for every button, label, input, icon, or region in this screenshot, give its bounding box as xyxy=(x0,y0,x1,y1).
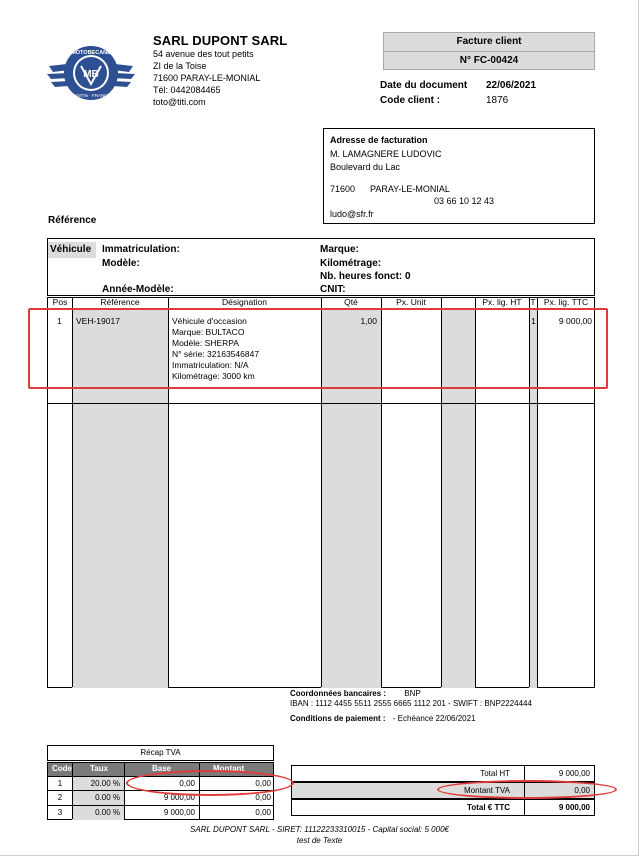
col-header-designation: Désignation xyxy=(222,297,267,307)
reference-label: Référence xyxy=(48,215,97,226)
row-designation-6: Kilométrage: 3000 km xyxy=(172,371,255,381)
billing-address-box xyxy=(323,128,595,224)
row-designation-2: Marque: BULTACO xyxy=(172,327,245,337)
recap-row1-montant: 0,00 xyxy=(255,779,271,788)
bank-label: Coordonnées bancaires : xyxy=(290,689,387,698)
row-reference: VEH-19017 xyxy=(76,316,120,326)
motobecane-logo xyxy=(47,36,135,110)
bank-name: BNP xyxy=(404,689,421,698)
modele-label: Modèle: xyxy=(102,258,140,269)
col-header-reference: Référence xyxy=(100,297,140,307)
row-designation-3: Modèle: SHERPA xyxy=(172,338,239,348)
recap-tva-title: Récap TVA xyxy=(47,745,274,761)
marque-label: Marque: xyxy=(320,244,359,255)
conditions-value: - Echéance 22/06/2021 xyxy=(392,714,476,723)
invoice-number: N° FC-00424 xyxy=(459,55,519,66)
immat-label: Immatriculation: xyxy=(102,244,180,255)
total-ttc-value: 9 000,00 xyxy=(558,803,590,812)
total-tva-value: 0,00 xyxy=(574,786,590,795)
recap-header-code: Code xyxy=(52,764,72,773)
billing-phone: 03 66 10 12 43 xyxy=(434,196,495,206)
conditions-label: Conditions de paiement : xyxy=(290,714,386,723)
row-pos: 1 xyxy=(57,316,62,326)
billing-title: Adresse de facturation xyxy=(330,135,428,145)
billing-email: ludo@sfr.fr xyxy=(330,209,374,219)
recap-row2-code: 2 xyxy=(57,793,63,802)
client-code-value: 1876 xyxy=(486,95,509,106)
recap-row3-taux: 0.00 % xyxy=(95,808,120,817)
col-header-pos: Pos xyxy=(52,297,68,307)
recap-row2-taux: 0.00 % xyxy=(95,793,120,802)
recap-row3-code: 3 xyxy=(57,808,63,817)
total-ttc-row xyxy=(291,799,595,816)
recap-header-taux: Taux xyxy=(90,764,109,773)
recap-header-base: Base xyxy=(152,764,172,773)
row-designation-1: Véhicule d'occasion xyxy=(172,316,247,326)
recap-row2-base: 9 000,00 xyxy=(163,793,195,802)
company-name: SARL DUPONT SARL xyxy=(153,33,288,48)
recap-row2-montant: 0,00 xyxy=(255,793,271,802)
heures-label: Nb. heures fonct: 0 xyxy=(320,271,411,282)
company-phone: Tél: 0442084465 xyxy=(153,85,221,95)
col-header-tax: T xyxy=(530,297,536,307)
total-ttc-label: Total € TTC xyxy=(467,803,510,812)
company-address-1: 54 avenue des tout petits xyxy=(153,49,254,59)
recap-row3-montant: 0,00 xyxy=(255,808,271,817)
company-address-2: ZI de la Toise xyxy=(153,61,207,71)
invoice-title-box xyxy=(383,32,595,70)
annee-modele-label: Année-Modèle: xyxy=(102,284,174,295)
recap-row1-base: 0,00 xyxy=(179,779,195,788)
col-header-line-ttc: Px. lig. TTC xyxy=(543,297,589,307)
row-line-ttc: 9 000,00 xyxy=(558,316,592,326)
logo-bottom-text: PANTIN · FRANCE xyxy=(71,93,111,98)
row-designation-4: N° série: 32163546847 xyxy=(172,349,260,359)
cnit-label: CNIT: xyxy=(320,284,346,295)
recap-row1-taux: 20.00 % xyxy=(90,779,120,788)
row-qty: 1,00 xyxy=(360,316,377,326)
company-address-3: 71600 PARAY-LE-MONIAL xyxy=(153,73,261,83)
vehicle-tag: Véhicule xyxy=(48,242,96,258)
footer-text-line: test de Texte xyxy=(296,836,343,845)
col-header-unit-price: Px. Unit xyxy=(396,297,426,307)
client-code-label: Code client : xyxy=(380,95,441,106)
col-header-qty: Qté xyxy=(344,297,358,307)
annotation-highlight-row xyxy=(28,308,608,389)
row-tax-code: 1 xyxy=(531,316,536,326)
total-ht-label: Total HT xyxy=(480,769,510,778)
invoice-title: Facture client xyxy=(456,36,522,47)
row-designation-5: Immatriculation: N/A xyxy=(172,360,249,370)
iban-line: IBAN : 1112 4455 5511 2555 6665 1112 201 - SWIFT : BNP2224444 xyxy=(290,699,532,708)
payment-conditions xyxy=(290,714,476,723)
date-value: 22/06/2021 xyxy=(486,80,537,91)
bank-info xyxy=(290,689,421,698)
logo-center-text: MB xyxy=(83,69,99,80)
logo-top-text: MOTOBECANE xyxy=(71,50,111,56)
billing-city: PARAY-LE-MONIAL xyxy=(370,184,450,194)
col-header-line-ht: Px. lig. HT xyxy=(482,297,522,307)
billing-name: M. LAMAGNERE LUDOVIC xyxy=(330,149,442,159)
footer-company-line: SARL DUPONT SARL - SIRET: 11122233310015 - Capital social: 5 000€ xyxy=(190,825,449,834)
recap-header-montant: Montant xyxy=(213,764,245,773)
recap-row1-code: 1 xyxy=(57,779,63,788)
company-email: toto@titi.com xyxy=(153,97,206,107)
kilometrage-label: Kilométrage: xyxy=(320,258,382,269)
recap-row3-base: 9 000,00 xyxy=(163,808,195,817)
billing-postcode: 71600 xyxy=(330,184,356,194)
annotation-ellipse-recap xyxy=(126,770,294,796)
total-tva-label: Montant TVA xyxy=(464,786,510,795)
billing-street: Boulevard du Lac xyxy=(330,162,401,172)
total-ht-value: 9 000,00 xyxy=(558,769,590,778)
annotation-ellipse-tva xyxy=(437,780,617,799)
date-label: Date du document xyxy=(380,80,468,91)
